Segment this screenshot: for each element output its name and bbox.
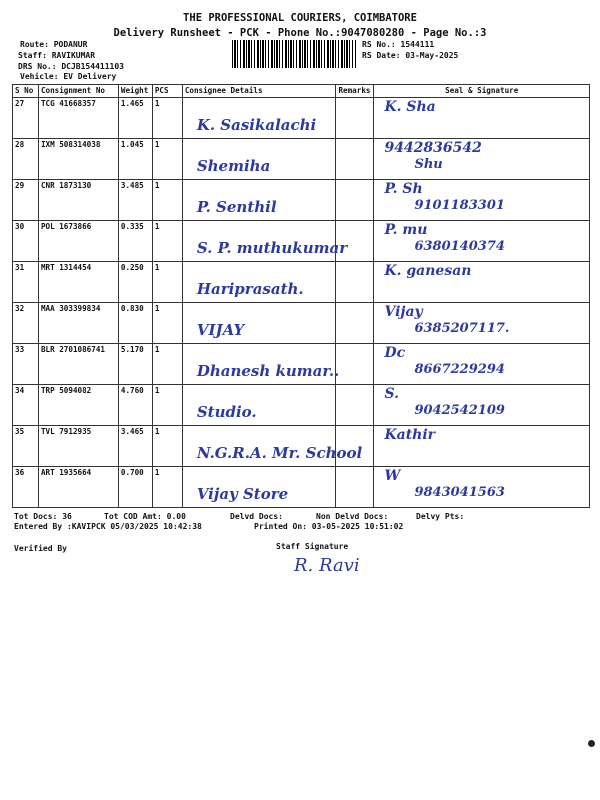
entered-by: Entered By :KAVIPCK 05/03/2025 10:42:38 [14,522,202,531]
row-sno: 31 [13,262,39,303]
row-sno: 27 [13,98,39,139]
signature-handwriting: Kathir [384,427,436,443]
route-label: Route: PODANUR [20,40,88,49]
row-consignment: MRT 1314454 [38,262,118,303]
row-pcs: 1 [152,262,182,303]
signature-phone: Shu [414,157,443,172]
row-sno: 28 [13,139,39,180]
row-remarks [336,98,374,139]
row-weight: 0.830 [118,303,152,344]
row-sno: 36 [13,467,39,508]
delvy-pts: Delvy Pts: [416,512,465,521]
row-remarks [336,139,374,180]
row-signature [374,303,590,344]
table-row [13,98,590,139]
row-pcs: 1 [152,221,182,262]
signature-handwriting: Vijay [384,304,423,320]
consignee-handwriting: N.G.R.A. Mr. School [196,444,363,462]
row-remarks [336,303,374,344]
tot-docs: Tot Docs: 36 [14,512,72,521]
staff-signature: R. Ravi [294,555,360,576]
row-weight: 1.045 [118,139,152,180]
col-consignment: Consignment No [38,85,118,98]
delvd-docs: Delvd Docs: [230,512,283,521]
row-signature [374,426,590,467]
row-pcs: 1 [152,303,182,344]
row-pcs: 1 [152,98,182,139]
table-row [13,180,590,221]
row-weight: 0.335 [118,221,152,262]
rs-number: RS No.: 1544111 [362,40,435,49]
row-remarks [336,467,374,508]
row-sno: 30 [13,221,39,262]
col-consignee: Consignee Details [182,85,336,98]
row-consignment: BLR 2701086741 [38,344,118,385]
table-row [13,385,590,426]
row-sno: 32 [13,303,39,344]
row-consignment: CNR 1873130 [38,180,118,221]
signature-handwriting: K. Sha [384,99,436,115]
row-sno: 34 [13,385,39,426]
row-consignment: TCG 41668357 [38,98,118,139]
table-row [13,344,590,385]
row-pcs: 1 [152,426,182,467]
table-row [13,262,590,303]
table-row [13,426,590,467]
row-weight: 0.250 [118,262,152,303]
consignee-handwriting: S. P. muthukumar [196,239,348,257]
row-pcs: 1 [152,139,182,180]
table-row [13,303,590,344]
signature-handwriting: S. [384,386,399,402]
consignee-handwriting: Hariprasath. [196,280,304,298]
table-header-row [13,85,590,98]
signature-handwriting: P. mu [384,222,428,238]
drs-label: DRS No.: DCJB154411103 [18,62,124,71]
table-row [13,139,590,180]
row-pcs: 1 [152,467,182,508]
row-remarks [336,180,374,221]
col-pcs: PCS [152,85,182,98]
scan-mark [588,740,595,747]
row-consignee [182,139,336,180]
signature-phone: 6380140374 [414,239,505,254]
row-signature [374,139,590,180]
row-sno: 29 [13,180,39,221]
signature-phone: 9843041563 [414,485,505,500]
row-weight: 3.485 [118,180,152,221]
staff-signature-label: Staff Signature [276,542,349,551]
signature-handwriting: K. ganesan [384,263,472,279]
row-consignee [182,262,336,303]
consignee-handwriting: Dhanesh kumar.. [196,362,340,380]
row-consignee [182,180,336,221]
signature-handwriting: P. Sh [384,181,423,197]
consignee-handwriting: Shemiha [196,157,271,175]
row-weight: 4.760 [118,385,152,426]
table-row [13,221,590,262]
signature-handwriting: W [384,468,401,484]
col-sno: S No [13,85,39,98]
page-subtitle: Delivery Runsheet - PCK - Phone No.:9047080280 - Page No.:3 [113,27,487,39]
row-consignee [182,221,348,262]
row-remarks [336,262,374,303]
consignee-handwriting: Vijay Store [196,485,289,503]
runsheet-table [12,84,590,508]
row-weight: 3.465 [118,426,152,467]
row-consignment: TVL 7912935 [38,426,118,467]
row-sno: 35 [13,426,39,467]
row-consignee [182,385,336,426]
signature-phone: 8667229294 [414,362,505,377]
consignee-handwriting: VIJAY [196,321,245,339]
signature-phone: 9042542109 [414,403,505,418]
table-row [13,467,590,508]
row-weight: 0.700 [118,467,152,508]
non-delvd-docs: Non Delvd Docs: [316,512,389,521]
page-title: THE PROFESSIONAL COURIERS, COIMBATORE [183,12,417,24]
row-consignee [182,467,336,508]
tot-cod: Tot COD Amt: 0.00 [104,512,186,521]
row-consignment: POL 1673866 [38,221,118,262]
consignee-handwriting: P. Senthil [196,198,277,216]
row-remarks [336,385,374,426]
row-signature [374,344,590,385]
row-pcs: 1 [152,180,182,221]
row-weight: 1.465 [118,98,152,139]
signature-phone: 9101183301 [414,198,505,213]
staff-label: Staff: RAVIKUMAR [18,51,96,60]
row-remarks [336,344,374,385]
row-consignee [182,344,340,385]
row-weight: 5.170 [118,344,152,385]
row-signature [374,180,590,221]
verified-by: Verified By [14,544,67,553]
row-consignment: ART 1935664 [38,467,118,508]
barcode [232,40,356,68]
rs-date: RS Date: 03-May-2025 [362,51,459,60]
row-consignment: MAA 303399834 [38,303,118,344]
row-signature [374,98,590,139]
row-consignee [182,426,363,467]
row-pcs: 1 [152,385,182,426]
row-consignee [182,98,336,139]
row-consignee [182,303,336,344]
row-signature [374,262,590,303]
row-signature [374,467,590,508]
vehicle-label: Vehicle: EV Delivery [20,72,117,81]
consignee-handwriting: Studio. [196,403,257,421]
row-signature [374,221,590,262]
signature-handwriting: Dc [384,345,406,361]
col-weight: Weight [118,85,152,98]
consignee-handwriting: K. Sasikalachi [196,116,317,134]
row-sno: 33 [13,344,39,385]
row-pcs: 1 [152,344,182,385]
row-consignment: TRP 5094082 [38,385,118,426]
row-consignment: IXM 508314038 [38,139,118,180]
signature-phone: 6385207117. [414,321,510,336]
signature-handwriting: 9442836542 [384,140,482,156]
printed-on: Printed On: 03-05-2025 10:51:02 [254,522,404,531]
col-signature: Seal & Signature [374,85,590,98]
row-signature [374,385,590,426]
col-remarks: Remarks [336,85,374,98]
